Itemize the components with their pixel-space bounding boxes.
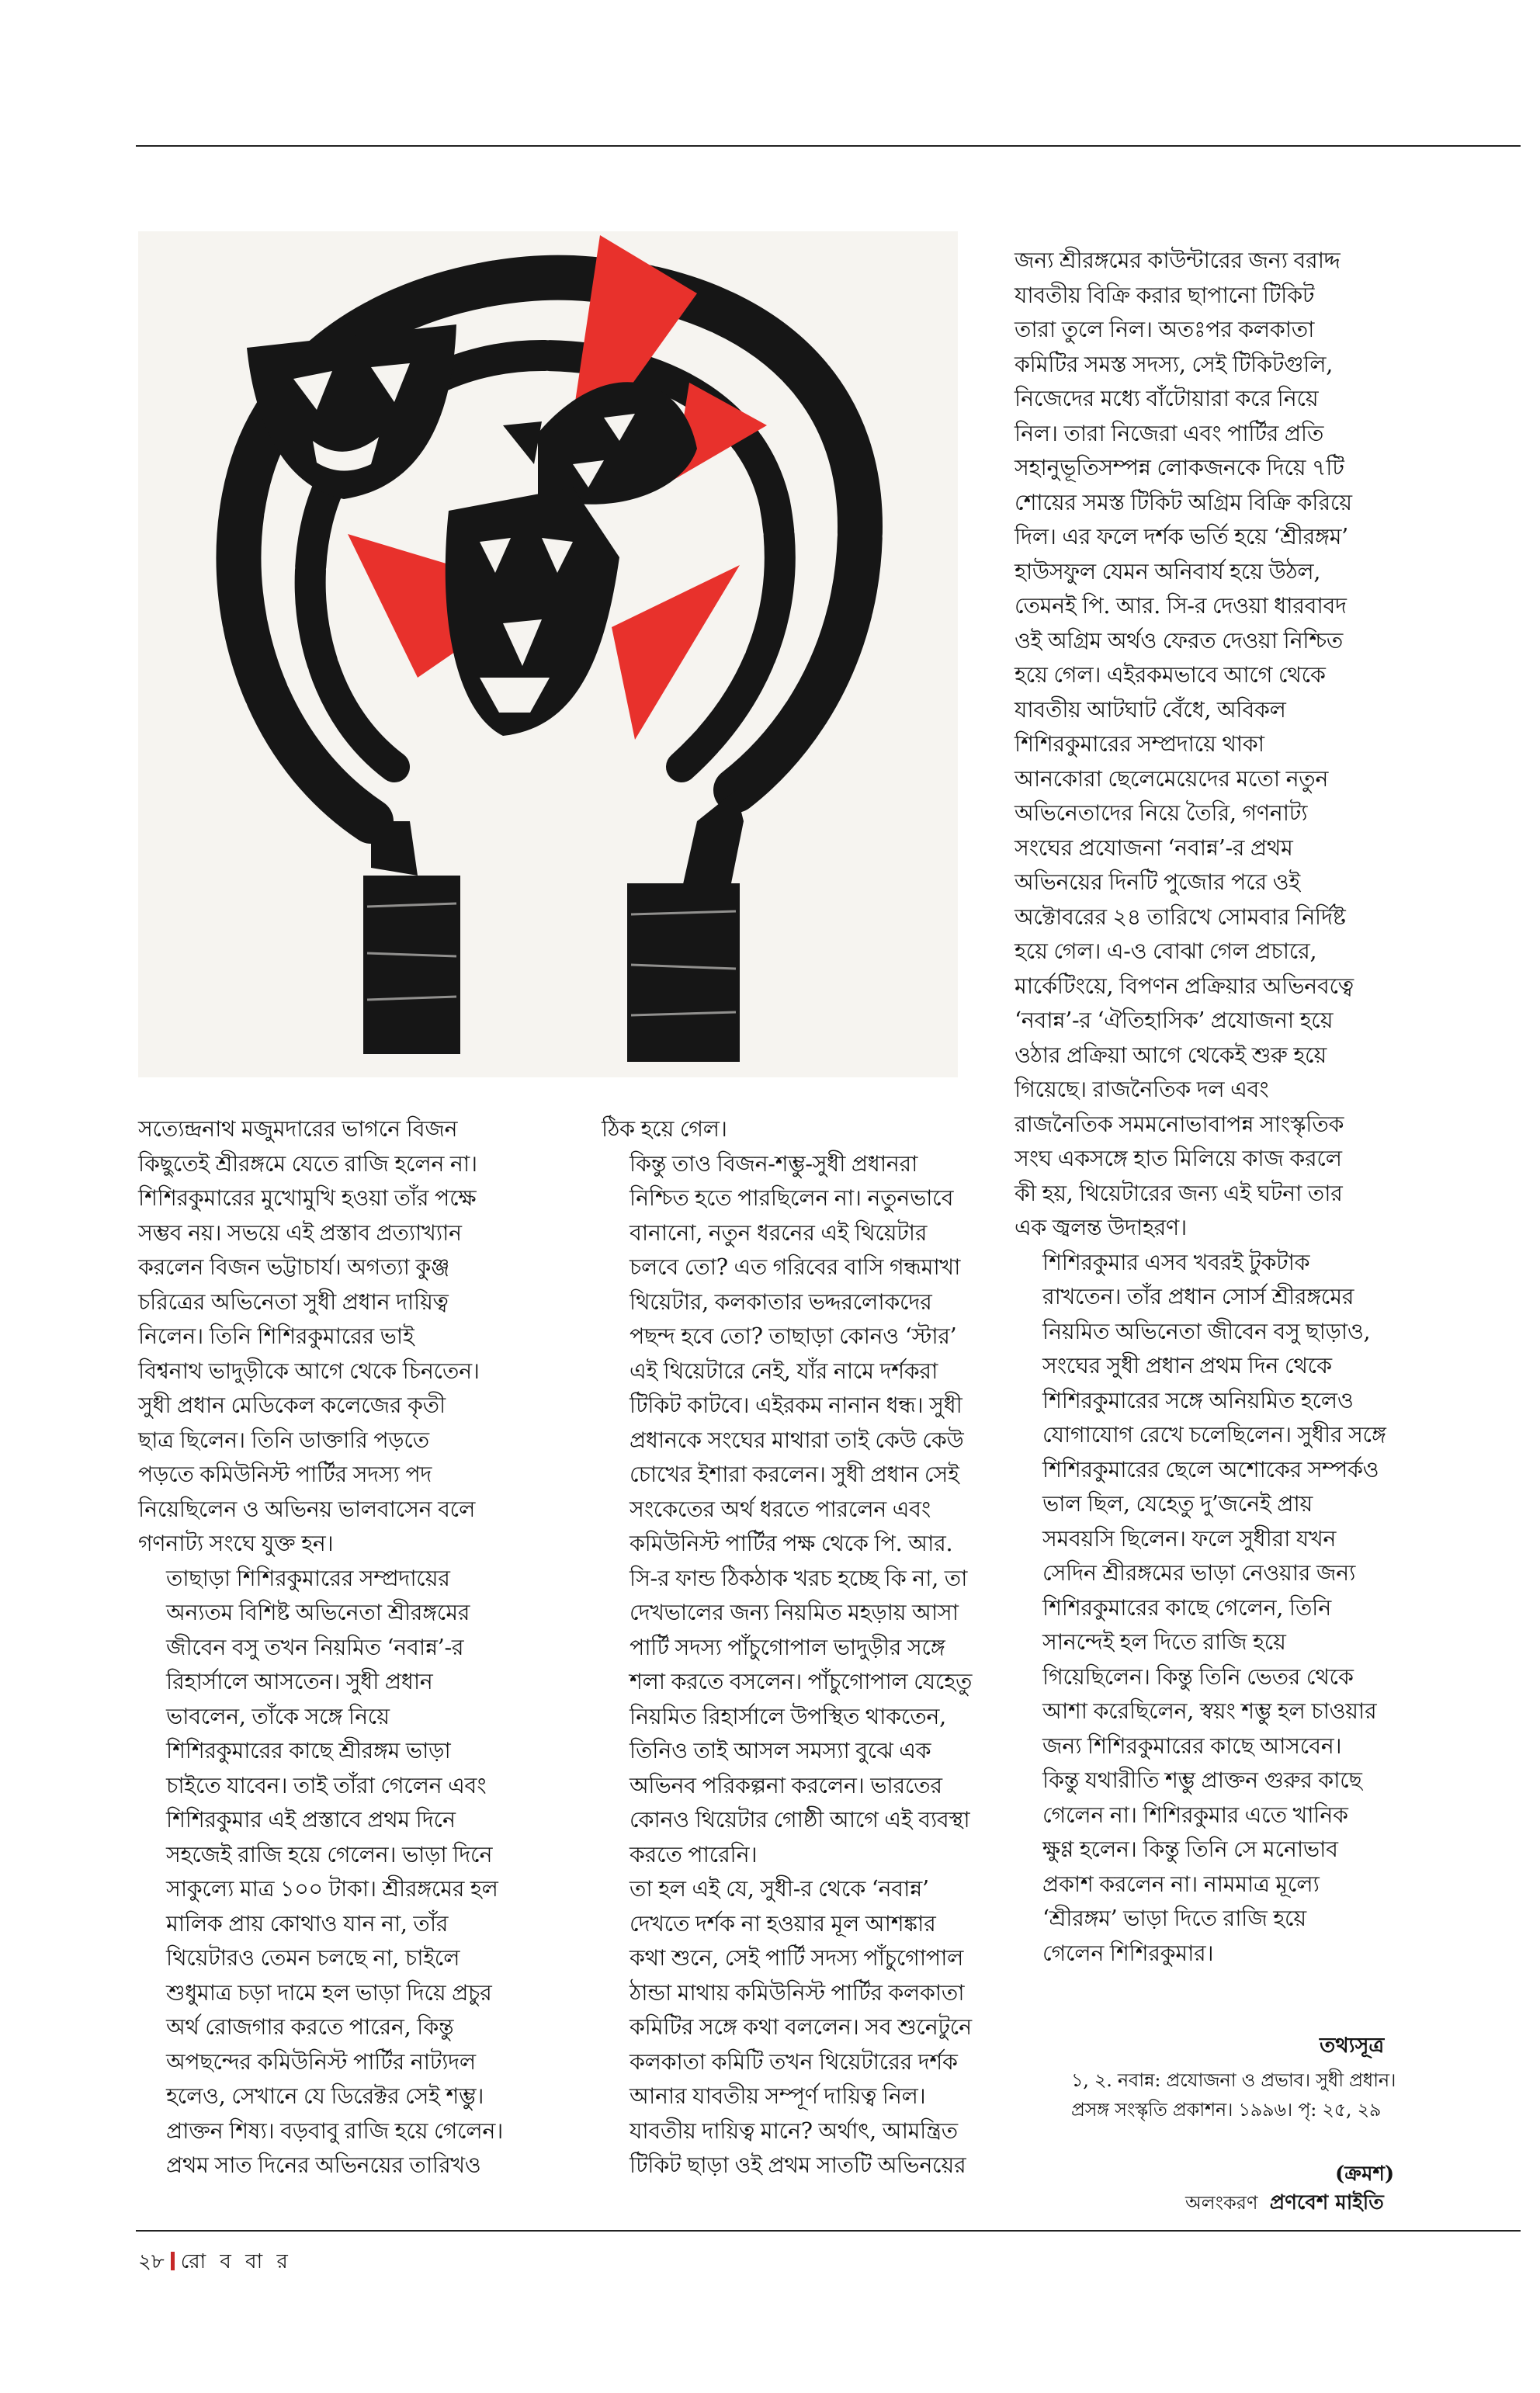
text-line: হাউসফুল যেমন অনিবার্য হয়ে উঠল,	[1015, 558, 1321, 584]
text-line: কিন্তু তাও বিজন-শম্ভু-সুধী প্রধানরা	[630, 1150, 918, 1177]
text-line: নিয়েছিলেন ও অভিনয় ভালবাসেন বলে	[138, 1496, 476, 1522]
text-line: আনার যাবতীয় সম্পূর্ণ দায়িত্ব নিল।	[630, 2083, 926, 2109]
text-line: শিশিরকুমার এসব খবরই টুকটাক	[1042, 1249, 1310, 1275]
credit-label: অলংকরণ	[1185, 2192, 1258, 2214]
paragraph	[602, 1147, 1025, 1873]
text-line: করলেন বিজন ভট্টাচার্য। অগত্যা কুঞ্জ	[138, 1254, 450, 1280]
page-number: ২৮	[138, 2250, 165, 2273]
source-line-2: প্রসঙ্গ সংস্কৃতি প্রকাশন। ১৯৯৬। পৃ: ২৫, ২৯	[1071, 2099, 1382, 2121]
text-line: সংকেতের অর্থ ধরতে পারলেন এবং	[630, 1496, 931, 1522]
paragraph	[602, 1112, 1025, 1147]
text-line: যাবতীয় আটঘাট বেঁধে, অবিকল	[1015, 696, 1286, 723]
text-line: সত্যেন্দ্রনাথ মজুমদারের ভাগনে বিজন	[138, 1116, 458, 1142]
text-line: এই থিয়েটারে নেই, যাঁর নামে দর্শকরা	[630, 1358, 938, 1384]
text-line: নিয়মিত রিহার্সালে উপস্থিত থাকতেন,	[630, 1703, 946, 1729]
text-line: নিয়মিত অভিনেতা জীবেন বসু ছাড়াও,	[1042, 1318, 1371, 1344]
text-line: প্রাক্তন শিষ্য। বড়বাবু রাজি হয়ে গেলেন।	[166, 2117, 503, 2144]
text-line: জন্য শ্রীরঙ্গমের কাউন্টারের জন্য বরাদ্দ	[1015, 248, 1341, 273]
text-line: ‘নবান্ন’-র ‘ঐতিহাসিক’ প্রযোজনা হয়ে	[1015, 1007, 1334, 1033]
text-line: ওই অগ্রিম অর্থও ফেরত দেওয়া নিশ্চিত	[1015, 627, 1343, 654]
text-line: সুধী প্রধান মেডিকেল কলেজের কৃতী	[138, 1392, 446, 1418]
text-line: মার্কেটিংয়ে, বিপণন প্রক্রিয়ার অভিনবত্বে	[1015, 973, 1354, 999]
credit-name: প্রণবেশ মাইতি	[1269, 2191, 1384, 2214]
text-line: চাইতে যাবেন। তাই তাঁরা গেলেন এবং	[166, 1772, 487, 1798]
text-line: সেদিন শ্রীরঙ্গমের ভাড়া নেওয়ার জন্য	[1042, 1560, 1356, 1586]
text-line: অভিনেতাদের নিয়ে তৈরি, গণনাট্য	[1015, 800, 1308, 826]
text-line: পছন্দ হবে তো? তাছাড়া কোনও ‘স্টার’	[630, 1323, 957, 1349]
text-line: রাজনৈতিক সমমনোভাবাপন্ন সাংস্কৃতিক	[1015, 1111, 1344, 1137]
text-line: অক্টোবরের ২৪ তারিখে সোমবার নির্দিষ্ট	[1015, 903, 1346, 930]
continued-note: (ক্রমশ)	[1335, 2162, 1395, 2186]
text-line: কথা শুনে, সেই পার্টি সদস্য পাঁচুগোপাল	[630, 1945, 964, 1971]
text-line: হয়ে গেল। এ-ও বোঝা গেল প্রচারে,	[1015, 938, 1317, 964]
text-line: তেমনই পি. আর. সি-র দেওয়া ধারবাবদ	[1015, 593, 1347, 619]
text-line: কলকাতা কমিটি তখন থিয়েটারের দর্শক	[630, 2048, 958, 2075]
text-line: ‘শ্রীরঙ্গম’ ভাড়া দিতে রাজি হয়ে	[1042, 1906, 1306, 1931]
text-line: তা হল এই যে, সুধী-র থেকে ‘নবান্ন’	[630, 1876, 929, 1902]
text-line: শলা করতে বসলেন। পাঁচুগোপাল যেহেতু	[630, 1669, 973, 1694]
text-line: শিশিরকুমারের কাছে গেলেন, তিনি	[1042, 1594, 1331, 1621]
text-line: ভাবলেন, তাঁকে সঙ্গে নিয়ে	[166, 1703, 390, 1729]
page-footer	[138, 2246, 292, 2280]
text-line: জীবেন বসু তখন নিয়মিত ‘নবান্ন’-র	[166, 1634, 464, 1660]
text-line: যাবতীয় দায়িত্ব মানে? অর্থাৎ, আমন্ত্রিত	[630, 2117, 958, 2144]
sources-title: তথ্যসূত্র	[1320, 2034, 1385, 2058]
text-line: যোগাযোগ রেখে চলেছিলেন। সুধীর সঙ্গে	[1042, 1422, 1386, 1448]
text-line: সহজেই রাজি হয়ে গেলেন। ভাড়া দিনে	[166, 1841, 493, 1868]
text-line: তাছাড়া শিশিরকুমারের সম্প্রদায়ের	[166, 1565, 450, 1591]
text-line: সম্ভব নয়। সভয়ে এই প্রস্তাব প্রত্যাখ্যান	[138, 1219, 462, 1246]
footer-divider	[171, 2252, 175, 2270]
text-line: রাখতেন। তাঁর প্রধান সোর্স শ্রীরঙ্গমের	[1042, 1284, 1354, 1309]
article-column-3	[1015, 244, 1449, 1971]
text-line: সানন্দেই হল দিতে রাজি হয়ে	[1042, 1629, 1286, 1655]
text-line: নিশ্চিত হতে পারছিলেন না। নতুনভাবে	[630, 1185, 954, 1211]
text-line: শুধুমাত্র চড়া দামে হল ভাড়া দিয়ে প্রচুর	[166, 1979, 492, 2006]
text-line: ভাল ছিল, যেহেতু দু’জনেই প্রায়	[1042, 1491, 1313, 1517]
text-line: সংঘ একসঙ্গে হাত মিলিয়ে কাজ করলে	[1015, 1146, 1342, 1171]
text-line: ওঠার প্রক্রিয়া আগে থেকেই শুরু হয়ে	[1015, 1042, 1327, 1068]
text-line: বিশ্বনাথ ভাদুড়ীকে আগে থেকে চিনতেন।	[138, 1358, 480, 1384]
magazine-name: রো ব বা র	[180, 2250, 292, 2273]
text-line: এক জ্বলন্ত উদাহরণ।	[1015, 1215, 1187, 1240]
article-column-1	[138, 1112, 573, 2183]
text-line: গেলেন না। শিশিরকুমার এতে খানিক	[1042, 1802, 1348, 1828]
text-line: কিছুতেই শ্রীরঙ্গমে যেতে রাজি হলেন না।	[138, 1150, 477, 1177]
text-line: শিশিরকুমারের সম্প্রদায়ে থাকা	[1015, 731, 1264, 757]
text-line: নিজেদের মধ্যে বাঁটোয়ারা করে নিয়ে	[1015, 386, 1319, 411]
text-line: আশা করেছিলেন, স্বয়ং শম্ভু হল চাওয়ার	[1042, 1698, 1377, 1724]
text-line: মালিক প্রায় কোথাও যান না, তাঁর	[166, 1910, 449, 1937]
text-line: দেখভালের জন্য নিয়মিত মহড়ায় আসা	[630, 1600, 959, 1625]
text-line: কোনও থিয়েটার গোষ্ঠী আগে এই ব্যবস্থা	[630, 1807, 970, 1833]
text-line: যাবতীয় বিক্রি করার ছাপানো টিকিট	[1015, 282, 1315, 308]
top-rule	[136, 145, 1521, 147]
text-line: অপছন্দের কমিউনিস্ট পার্টির নাট্যদল	[166, 2048, 476, 2075]
paragraph	[138, 1112, 573, 1562]
source-line-1: ১, ২. নবান্ন: প্রযোজনা ও প্রভাব। সুধী প্রধান।	[1071, 2069, 1396, 2091]
text-line: দিল। এর ফলে দর্শক ভর্তি হয়ে ‘শ্রীরঙ্গম’	[1015, 524, 1348, 550]
text-line: করতে পারেনি।	[630, 1841, 758, 1868]
text-line: ক্ষুণ্ণ হলেন। কিন্তু তিনি সে মনোভাব	[1042, 1836, 1338, 1862]
text-line: শোয়ের সমস্ত টিকিট অগ্রিম বিক্রি করিয়ে	[1015, 489, 1352, 515]
text-line: কমিটির সমস্ত সদস্য, সেই টিকিটগুলি,	[1015, 351, 1333, 377]
text-line: পার্টি সদস্য পাঁচুগোপাল ভাদুড়ীর সঙ্গে	[630, 1634, 945, 1660]
text-line: চলবে তো? এত গরিবের বাসি গন্ধমাখা	[630, 1254, 961, 1280]
text-line: চোখের ইশারা করলেন। সুধী প্রধান সেই	[630, 1462, 959, 1487]
text-line: ঠিক হয়ে গেল।	[602, 1116, 727, 1142]
paragraph	[1015, 1246, 1449, 1972]
text-line: ঠান্ডা মাথায় কমিউনিস্ট পার্টির কলকাতা	[630, 1979, 965, 2006]
text-line: তারা তুলে নিল। অতঃপর কলকাতা	[1015, 317, 1315, 342]
text-line: প্রধানকে সংঘের মাথারা তাই কেউ কেউ	[630, 1427, 964, 1453]
text-line: দেখতে দর্শক না হওয়ার মূল আশঙ্কার	[630, 1910, 936, 1937]
text-line: তিনিও তাই আসল সমস্যা বুঝে এক	[630, 1738, 931, 1764]
text-line: সমবয়সি ছিলেন। ফলে সুধীরা যখন	[1042, 1525, 1337, 1552]
text-line: আনকোরা ছেলেমেয়েদের মতো নতুন	[1015, 765, 1329, 792]
text-line: অর্থ রোজগার করতে পারেন, কিন্তু	[166, 2014, 454, 2040]
text-line: কী হয়, থিয়েটারের জন্য এই ঘটনা তার	[1015, 1180, 1343, 1206]
illustration-credit	[1185, 2187, 1384, 2221]
text-line: টিকিট কাটবে। এইরকম নানান ধন্ধ। সুধী	[630, 1392, 962, 1418]
text-line: হলেও, সেখানে যে ডিরেক্টর সেই শম্ভু।	[166, 2083, 484, 2109]
text-line: প্রকাশ করলেন না। নামমাত্র মূল্যে	[1042, 1871, 1320, 1897]
text-line: অন্যতম বিশিষ্ট অভিনেতা শ্রীরঙ্গমের	[166, 1600, 470, 1625]
text-line: সংঘের সুধী প্রধান প্রথম দিন থেকে	[1042, 1353, 1332, 1379]
article-column-2	[602, 1112, 1025, 2183]
text-line: নিলেন। তিনি শিশিরকুমারের ভাই	[138, 1323, 414, 1349]
text-line: জন্য শিশিরকুমারের কাছে আসবেন।	[1042, 1732, 1342, 1759]
text-line: গণনাট্য সংঘে যুক্ত হন।	[138, 1531, 334, 1556]
text-line: রিহার্সালে আসতেন। সুধী প্রধান	[166, 1669, 433, 1694]
text-line: কমিটির সঙ্গে কথা বললেন। সব শুনেটুনে	[630, 2014, 972, 2040]
text-line: হয়ে গেল। এইরকমভাবে আগে থেকে	[1015, 662, 1326, 688]
text-line: সি-র ফান্ড ঠিকঠাক খরচ হচ্ছে কি না, তা	[630, 1565, 968, 1591]
text-line: চরিত্রের অভিনেতা সুধী প্রধান দায়িত্ব	[138, 1288, 449, 1315]
text-line: গিয়েছে। রাজনৈতিক দল এবং	[1015, 1077, 1269, 1102]
text-line: সহানুভূতিসম্পন্ন লোকজনকে দিয়ে ৭টি	[1015, 455, 1344, 480]
text-line: কমিউনিস্ট পার্টির পক্ষ থেকে পি. আর.	[630, 1531, 953, 1556]
text-line: শিশিরকুমারের মুখোমুখি হওয়া তাঁর পক্ষে	[138, 1185, 477, 1211]
text-line: শিশিরকুমারের ছেলে অশোকের সম্পর্কও	[1042, 1456, 1379, 1483]
text-line: শিশিরকুমারের সঙ্গে অনিয়মিত হলেও	[1042, 1387, 1354, 1413]
text-line: গেলেন শিশিরকুমার।	[1042, 1940, 1214, 1966]
text-line: সাকুল্যে মাত্র ১০০ টাকা। শ্রীরঙ্গমের হল	[166, 1876, 498, 1902]
text-line: থিয়েটার, কলকাতার ভদ্দরলোকদের	[630, 1288, 932, 1315]
text-line: শিশিরকুমার এই প্রস্তাবে প্রথম দিনে	[166, 1807, 456, 1833]
illustration-masks-artwork	[138, 231, 958, 1077]
paragraph	[602, 1872, 1025, 2183]
text-line: বানানো, নতুন ধরনের এই থিয়েটার	[630, 1219, 928, 1246]
text-line: ছাত্র ছিলেন। তিনি ডাক্তারি পড়তে	[138, 1427, 429, 1453]
text-line: থিয়েটারও তেমন চলছে না, চাইলে	[166, 1945, 460, 1971]
paragraph	[138, 1562, 573, 2183]
text-line: অভিনব পরিকল্পনা করলেন। ভারতের	[630, 1772, 942, 1798]
text-line: গিয়েছিলেন। কিন্তু তিনি ভেতর থেকে	[1042, 1663, 1354, 1690]
text-line: অভিনয়ের দিনটি পুজোর পরে ওই	[1015, 869, 1300, 895]
text-line: প্রথম সাত দিনের অভিনয়ের তারিখও	[166, 2152, 481, 2178]
text-line: টিকিট ছাড়া ওই প্রথম সাতটি অভিনয়ের	[630, 2152, 966, 2178]
text-line: কিন্তু যথারীতি শম্ভু প্রাক্তন গুরুর কাছে	[1042, 1767, 1362, 1793]
text-line: পড়তে কমিউনিস্ট পার্টির সদস্য পদ	[138, 1462, 432, 1487]
text-line: নিল। তারা নিজেরা এবং পার্টির প্রতি	[1015, 420, 1324, 446]
text-line: সংঘের প্রযোজনা ‘নবান্ন’-র প্রথম	[1015, 834, 1293, 861]
text-line: শিশিরকুমারের কাছে শ্রীরঙ্গম ভাড়া	[166, 1738, 451, 1764]
bottom-rule	[136, 2230, 1521, 2232]
paragraph	[1015, 244, 1449, 1246]
